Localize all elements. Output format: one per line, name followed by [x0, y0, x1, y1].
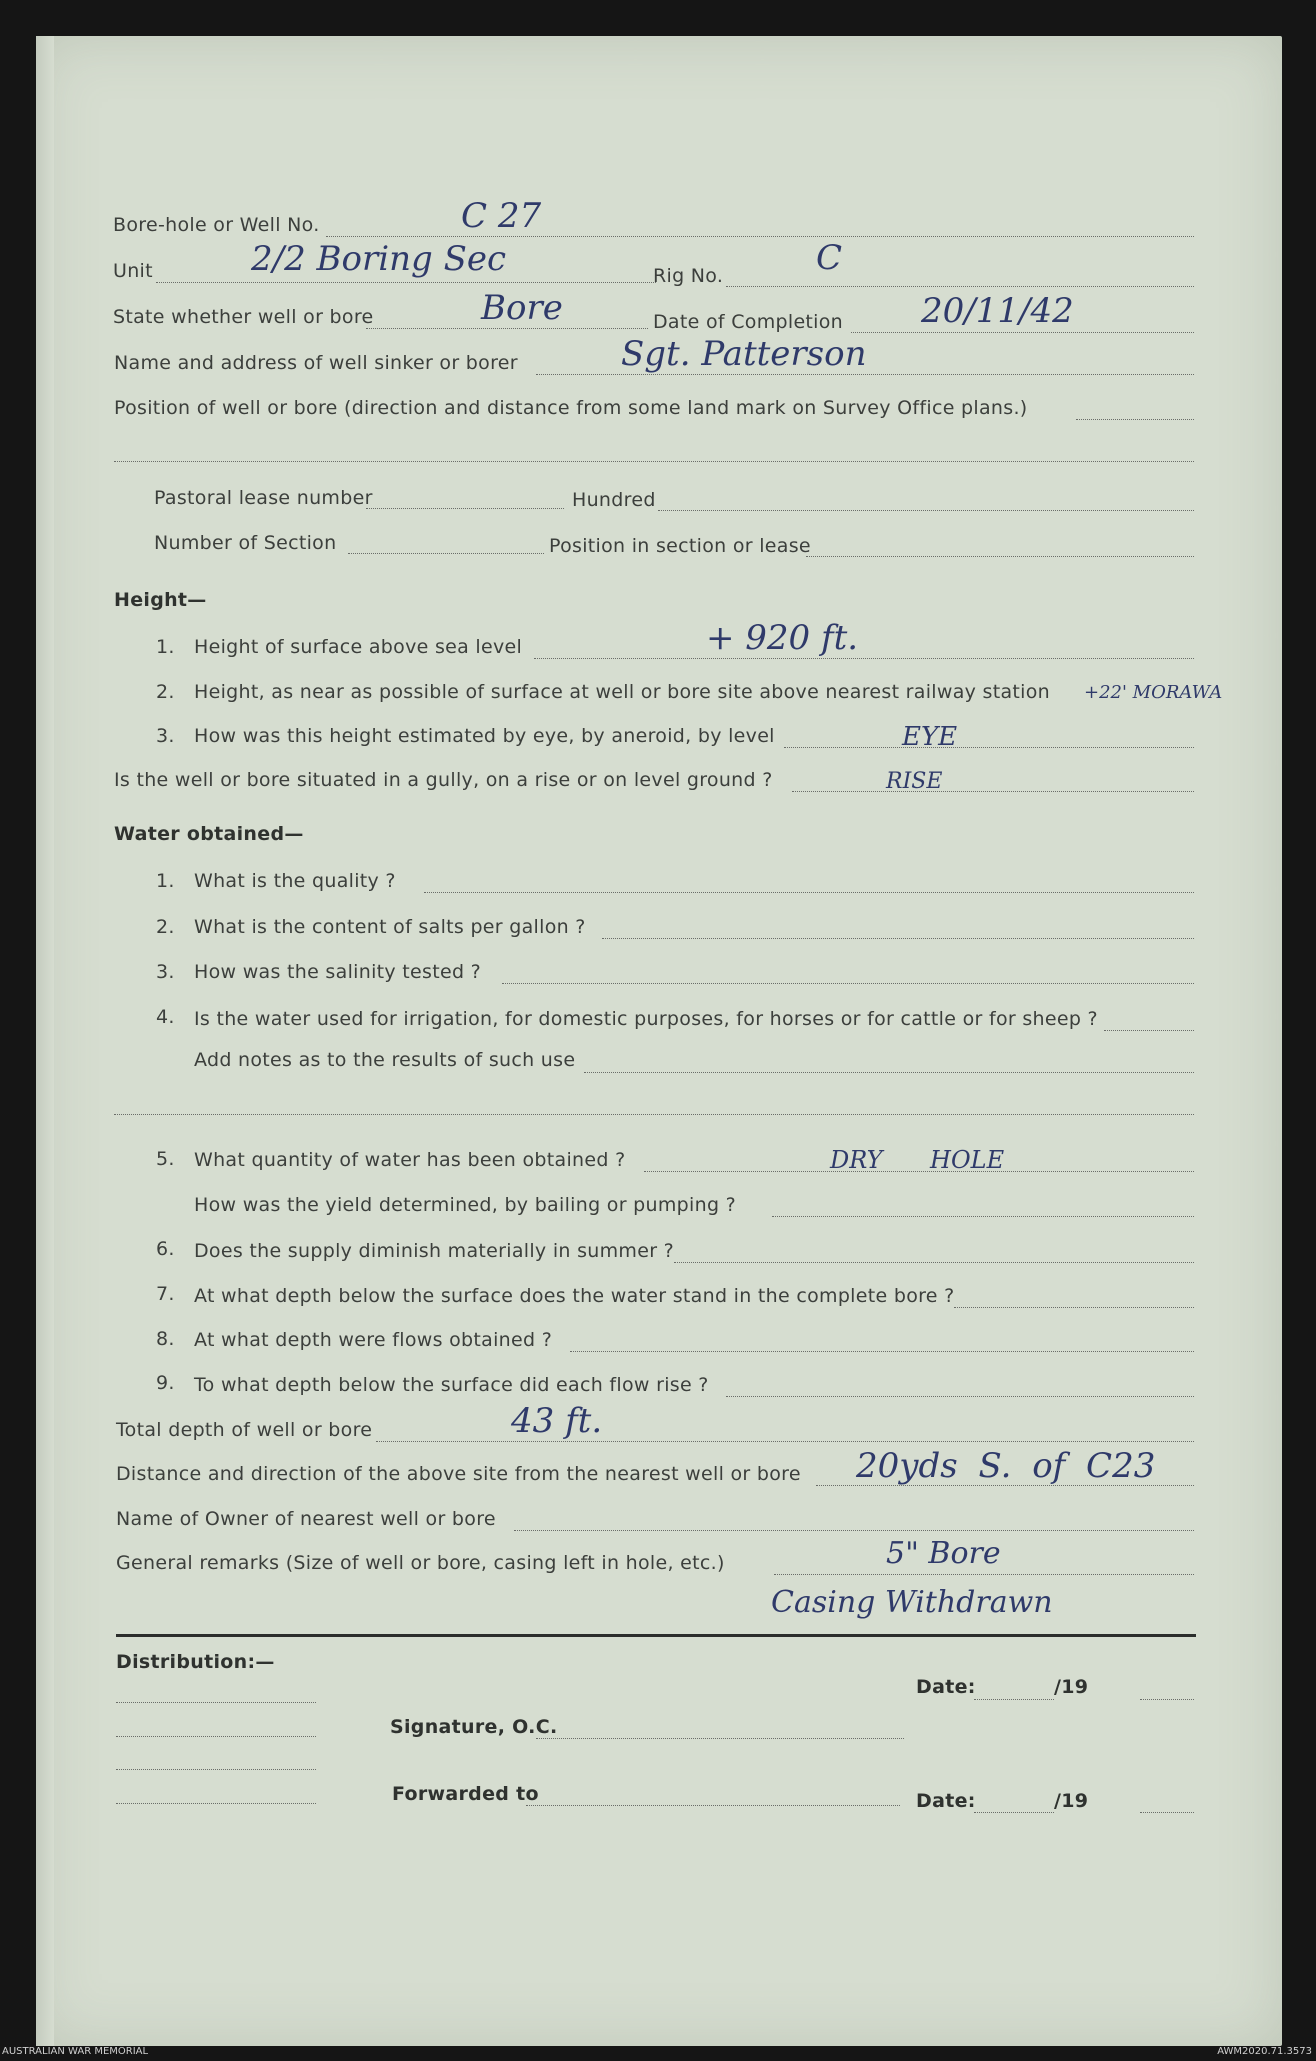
distance-value: 20yds S. of C23: [856, 1446, 1156, 1486]
position-line-2: [114, 461, 1194, 462]
water-q6-line: [674, 1262, 1194, 1263]
completion-value: 20/11/42: [921, 291, 1074, 331]
water-q5: What quantity of water has been obtained ?: [194, 1149, 626, 1171]
distribution-line-3: [116, 1769, 316, 1770]
rig-value: C: [816, 238, 843, 278]
heavy-divider: [116, 1634, 1196, 1637]
height-q4: Is the well or bore situated in a gully, on a rise or on level ground ?: [114, 769, 773, 791]
position-line-1: [1076, 419, 1194, 420]
height-q3-num: 3.: [156, 725, 175, 747]
section-label: Number of Section: [154, 532, 337, 554]
bore-no-label: Bore-hole or Well No.: [113, 214, 320, 236]
water-heading: Water obtained—: [114, 823, 304, 845]
date2-line-day: [974, 1812, 1054, 1813]
sinker-line: [536, 374, 1194, 375]
section-line: [348, 553, 544, 554]
forwarded-line: [526, 1805, 900, 1806]
water-q7-line: [954, 1307, 1194, 1308]
owner-label: Name of Owner of nearest well or bore: [116, 1508, 496, 1530]
water-q9: To what depth below the surface did each flow rise ?: [194, 1374, 709, 1396]
state-value: Bore: [481, 288, 563, 328]
water-q1: What is the quality ?: [194, 870, 396, 892]
rig-line: [726, 286, 1194, 287]
position-section-line: [806, 556, 1194, 557]
water-q3-num: 3.: [156, 961, 175, 983]
bore-no-value: C 27: [461, 196, 542, 236]
state-label: State whether well or bore: [113, 306, 374, 328]
page-edge: [36, 36, 54, 2046]
height-q1: Height of surface above sea level: [194, 636, 523, 658]
water-q1-line: [424, 892, 1194, 893]
pastoral-line: [366, 508, 564, 509]
water-q7-num: 7.: [156, 1283, 175, 1305]
water-q7: At what depth below the surface does the water stand in the complete bore ?: [194, 1285, 955, 1307]
completion-label: Date of Completion: [653, 311, 844, 333]
distribution-line-1: [116, 1702, 316, 1703]
water-q4b: Add notes as to the results of such use: [194, 1049, 576, 1071]
position-section-label: Position in section or lease: [549, 535, 811, 557]
signature-label: Signature, O.C.: [390, 1716, 558, 1738]
water-a5: DRY HOLE: [830, 1146, 1005, 1174]
remarks-label: General remarks (Size of well or bore, casing left in hole, etc.): [116, 1552, 725, 1574]
pastoral-label: Pastoral lease number: [154, 487, 373, 509]
water-q4-num: 4.: [156, 1006, 175, 1028]
depth-value: 43 ft.: [511, 1401, 603, 1441]
completion-line: [851, 332, 1194, 333]
height-a4: RISE: [886, 769, 943, 794]
footer-catalogue-id: AWM2020.71.3573: [1217, 2046, 1312, 2057]
depth-label: Total depth of well or bore: [116, 1419, 373, 1441]
height-heading: Height—: [114, 589, 207, 611]
water-q4b-line-1: [584, 1072, 1194, 1073]
height-q4-line: [792, 791, 1194, 792]
depth-line: [376, 1441, 1194, 1442]
distribution-line-2: [116, 1736, 316, 1737]
date-label: Date:: [916, 1676, 976, 1698]
unit-line: [156, 282, 656, 283]
height-q2: Height, as near as possible of surface at well or bore site above nearest railway station: [194, 681, 1051, 703]
rig-label: Rig No.: [653, 265, 724, 287]
date2-suffix: /19: [1054, 1790, 1089, 1812]
remarks-value-2: Casing Withdrawn: [771, 1585, 1053, 1620]
form-sheet: [36, 36, 1282, 2046]
forwarded-label: Forwarded to: [392, 1783, 539, 1805]
remarks-line: [774, 1574, 1194, 1575]
height-q3: How was this height estimated by eye, by aneroid, by level: [194, 725, 775, 747]
water-q5-num: 5.: [156, 1148, 175, 1170]
water-q4: Is the water used for irrigation, for domestic purposes, for horses or for cattle or for sheep ?: [194, 1008, 1098, 1030]
signature-line: [536, 1738, 904, 1739]
water-q6-num: 6.: [156, 1238, 175, 1260]
remarks-value-1: 5" Bore: [886, 1536, 1001, 1571]
water-q5b: How was the yield determined, by bailing or pumping ?: [194, 1194, 737, 1216]
bore-no-line: [326, 236, 1194, 237]
state-line: [366, 328, 648, 329]
date-line-day: [974, 1699, 1054, 1700]
water-q3: How was the salinity tested ?: [194, 961, 482, 983]
water-q5b-line: [772, 1216, 1194, 1217]
water-q2-line: [602, 938, 1194, 939]
height-a1: + 920 ft.: [706, 618, 859, 658]
water-q8: At what depth were flows obtained ?: [194, 1329, 553, 1351]
hundred-label: Hundred: [572, 489, 656, 511]
water-q1-num: 1.: [156, 870, 175, 892]
water-q2-num: 2.: [156, 916, 175, 938]
owner-line: [514, 1530, 1194, 1531]
position-label: Position of well or bore (direction and distance from some land mark on Survey Office plans.): [114, 397, 1028, 419]
water-q4b-line-2: [114, 1114, 1194, 1115]
hundred-line: [658, 510, 1194, 511]
water-q8-line: [570, 1351, 1194, 1352]
date2-line-year: [1140, 1812, 1194, 1813]
height-a2: +22' MORAWA: [1084, 682, 1223, 703]
sinker-label: Name and address of well sinker or borer: [114, 352, 518, 374]
distribution-line-4: [116, 1803, 316, 1804]
date2-label: Date:: [916, 1790, 976, 1812]
sinker-value: Sgt. Patterson: [621, 334, 867, 374]
height-q3-line: [784, 747, 1194, 748]
water-q8-num: 8.: [156, 1328, 175, 1350]
date-line-year: [1140, 1699, 1194, 1700]
height-q2-num: 2.: [156, 681, 175, 703]
water-q9-line: [726, 1396, 1194, 1397]
unit-label: Unit: [113, 260, 153, 282]
water-q2: What is the content of salts per gallon ?: [194, 916, 586, 938]
unit-value: 2/2 Boring Sec: [251, 239, 507, 279]
height-q1-line: [534, 658, 1194, 659]
footer-archive-label: AUSTRALIAN WAR MEMORIAL: [2, 2046, 149, 2057]
water-q3-line: [502, 983, 1194, 984]
distance-label: Distance and direction of the above site from the nearest well or bore: [116, 1463, 801, 1485]
height-a3: EYE: [902, 722, 958, 752]
water-q6: Does the supply diminish materially in summer ?: [194, 1240, 675, 1262]
distribution-heading: Distribution:—: [116, 1651, 275, 1673]
water-q4-line: [1104, 1030, 1194, 1031]
height-q1-num: 1.: [156, 636, 175, 658]
water-q9-num: 9.: [156, 1372, 175, 1394]
date-suffix: /19: [1054, 1676, 1089, 1698]
